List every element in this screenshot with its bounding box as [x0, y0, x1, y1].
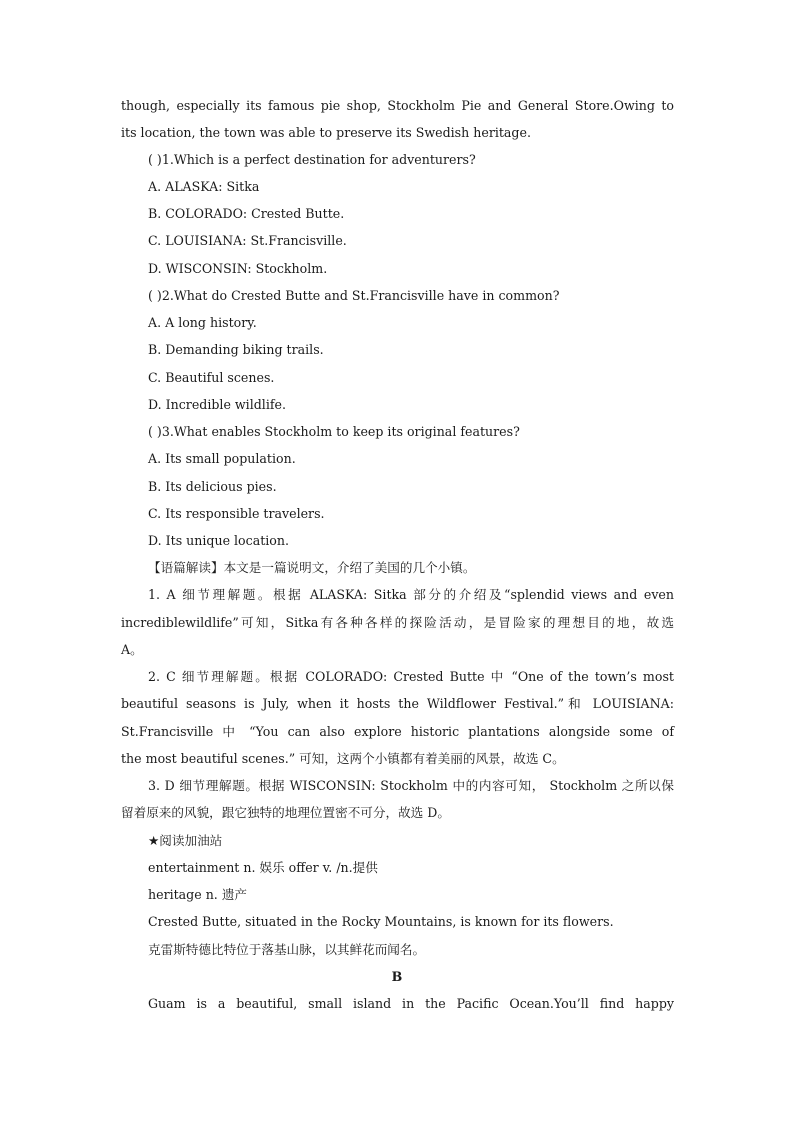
answer-2-line: 2. C 细节理解题。根据 COLORADO: Crested Butte 中 “One of the town’s most [148, 669, 674, 684]
passage-b-line: Guam is a beautiful, small island in the Pacific Ocean.You’ll find happy [148, 996, 674, 1011]
option-3b: B. Its delicious pies. [148, 479, 277, 494]
option-1d: D. WISCONSIN: Stockholm. [148, 261, 328, 276]
answer-1-line: incrediblewildlife”可知，Sitka有各种各样的探险活动，是冒险家的理想目的地，故选 [121, 615, 674, 630]
question-stem-2: ( )2.What do Crested Butte and St.Francisville have in common? [148, 288, 560, 303]
vocab-title: ★阅读加油站 [148, 833, 223, 848]
option-2c: C. Beautiful scenes. [148, 370, 275, 385]
answer-1-line: A。 [121, 642, 143, 657]
question-stem-1: ( )1.Which is a perfect destination for adventurers? [148, 152, 476, 167]
answer-2-line: the most beautiful scenes.” 可知，这两个小镇都有着美丽的风景，故选 C。 [121, 751, 565, 766]
vocab-line: entertainment n. 娱乐 offer v. /n.提供 [148, 860, 378, 875]
example-sentence-en: Crested Butte, situated in the Rocky Mountains, is known for its flowers. [148, 914, 614, 929]
answer-1-line: 1. A 细节理解题。根据 ALASKA: Sitka 部分的介绍及“splendid views and even [148, 587, 674, 602]
option-2d: D. Incredible wildlife. [148, 397, 286, 412]
option-2a: A. A long history. [148, 315, 257, 330]
answer-3-line: 留着原来的风貌，跟它独特的地理位置密不可分，故选 D。 [121, 805, 450, 820]
option-1a: A. ALASKA: Sitka [148, 179, 260, 194]
section-heading: B [391, 969, 403, 984]
analysis-intro: 【语篇解读】本文是一篇说明文，介绍了美国的几个小镇。 [148, 560, 476, 575]
example-sentence-cn: 克雷斯特德比特位于落基山脉，以其鲜花而闻名。 [148, 942, 426, 957]
option-1c: C. LOUISIANA: St.Francisville. [148, 233, 347, 248]
question-stem-3: ( )3.What enables Stockholm to keep its original features? [148, 424, 520, 439]
option-3c: C. Its responsible travelers. [148, 506, 325, 521]
answer-2-line: St.Francisville 中 “You can also explore historic plantations alongside some of [121, 724, 674, 739]
passage-text-line: its location, the town was able to preserve its Swedish heritage. [121, 125, 531, 140]
passage-text-line: though, especially its famous pie shop, Stockholm Pie and General Store.Owing to [121, 98, 674, 113]
option-1b: B. COLORADO: Crested Butte. [148, 206, 345, 221]
answer-3-line: 3. D 细节理解题。根据 WISCONSIN: Stockholm 中的内容可知， Stockholm 之所以保 [148, 778, 674, 793]
option-2b: B. Demanding biking trails. [148, 342, 324, 357]
vocab-line: heritage n. 遗产 [148, 887, 248, 902]
answer-2-line: beautiful seasons is July, when it hosts the Wildflower Festival.”和 LOUISIANA: [121, 696, 674, 711]
option-3a: A. Its small population. [148, 451, 296, 466]
option-3d: D. Its unique location. [148, 533, 289, 548]
